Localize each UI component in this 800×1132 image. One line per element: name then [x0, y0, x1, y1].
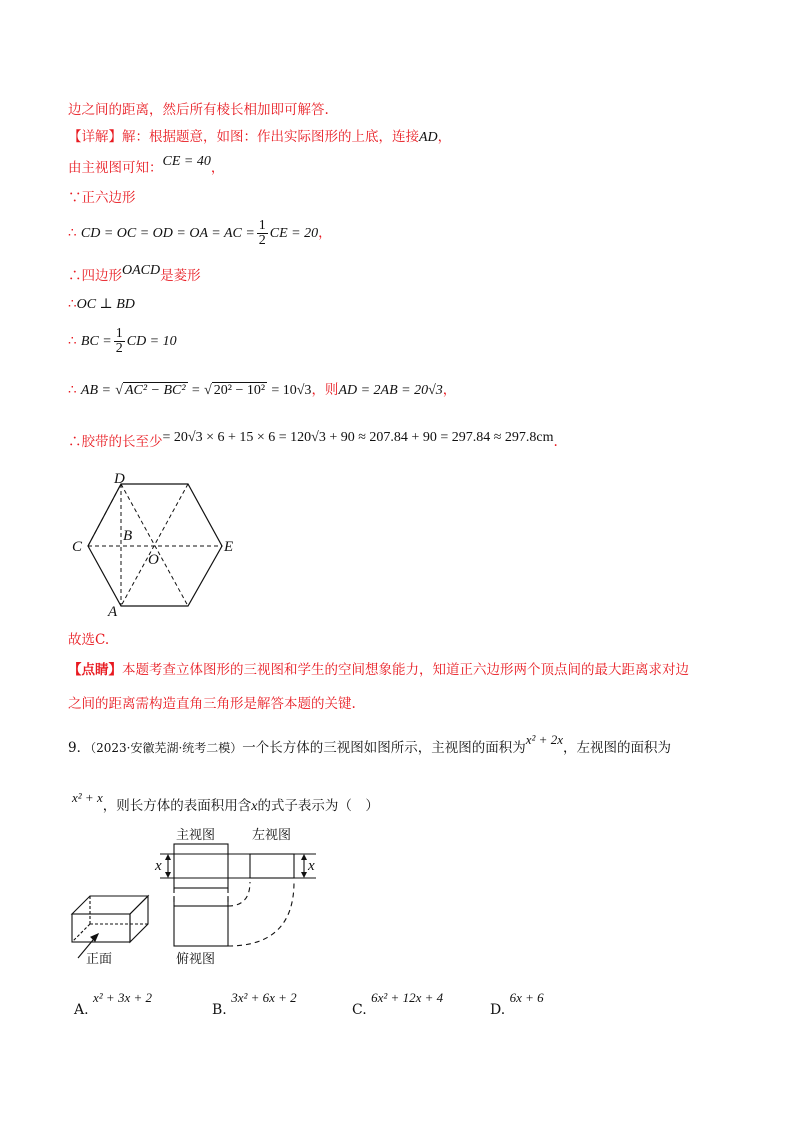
- solution-line-1: 边之间的距离，然后所有棱长相加即可解答.: [68, 102, 329, 118]
- fraction-num: 1: [115, 326, 123, 341]
- option-a-expr: x² + 3x + 2: [93, 990, 152, 1005]
- line8-math-a: BC =: [80, 334, 112, 349]
- root-1: AC² − BC²: [124, 383, 186, 398]
- fraction: [114, 327, 125, 356]
- front-view: [174, 844, 228, 888]
- line5-math-a: CD = OC = OD = OA = AC =: [80, 226, 255, 241]
- question-number: 9．: [68, 740, 91, 756]
- line9-eq: =: [191, 383, 200, 398]
- line3-text: 由主视图可知：: [68, 160, 163, 176]
- label-B: B: [123, 528, 133, 544]
- label-A: A: [108, 604, 118, 620]
- therefore-symbol: ∴: [68, 333, 77, 349]
- line3-math: CE = 40: [162, 154, 211, 169]
- solution-detail-line: [68, 127, 451, 148]
- solution-line-5: [68, 216, 332, 251]
- question-line-1: [68, 732, 671, 758]
- top-view: [174, 896, 228, 946]
- question-text-d: 的式子表示为（ ）: [257, 798, 379, 814]
- line9-math-b: = 10√3: [271, 383, 312, 398]
- line10-end: .: [553, 434, 558, 450]
- x-label-front: x: [155, 858, 162, 874]
- front-face-label: 正面: [86, 952, 113, 967]
- label-C: C: [72, 539, 83, 555]
- line9-mid: ，则: [311, 382, 339, 398]
- option-b[interactable]: [212, 990, 297, 1018]
- line8-math-b: CD = 10: [126, 334, 177, 349]
- question-text-c: ，则长方体的表面积用含: [102, 798, 252, 814]
- solution-line-6: [68, 263, 201, 287]
- therefore-symbol: ∴: [68, 225, 77, 241]
- label-O: O: [148, 552, 159, 568]
- left-view-label: 左视图: [252, 828, 292, 843]
- comment-line-1: [68, 660, 689, 680]
- therefore-symbol: ∴: [68, 296, 77, 312]
- option-c[interactable]: [352, 990, 444, 1018]
- fraction: [257, 219, 268, 248]
- detail-tag: 【详解】: [68, 129, 122, 145]
- question-text-a: 一个长方体的三视图如图所示，主视图的面积为: [242, 740, 526, 756]
- answer-line: 故选C.: [68, 632, 110, 648]
- line6-math: OACD: [122, 263, 161, 278]
- hexagon-outline: [88, 484, 222, 606]
- line7-math: OC ⊥ BD: [76, 297, 135, 312]
- line10-text: ∴胶带的长至少: [68, 434, 163, 450]
- option-c-expr: 6x² + 12x + 4: [371, 990, 444, 1005]
- label-E: E: [224, 539, 234, 555]
- line9-math-c: AD = 2AB = 20√3: [338, 383, 443, 398]
- detail-text: 解：根据题意，如图：作出实际图形的上底，连接: [122, 129, 419, 145]
- question-var-x: x: [251, 799, 258, 814]
- three-views-figure: [60, 826, 330, 976]
- option-d-letter: D.: [490, 1002, 506, 1018]
- line3-end: ，: [210, 160, 225, 176]
- comment-tag: 【点睛】: [68, 662, 122, 678]
- hexagon-figure: [66, 470, 246, 620]
- option-a[interactable]: [74, 990, 152, 1018]
- detail-math: AD: [419, 130, 438, 145]
- detail-end: ，: [437, 129, 452, 145]
- line5-end: ，: [318, 225, 332, 241]
- projection-lines: [174, 854, 294, 946]
- option-a-letter: A.: [74, 1002, 89, 1018]
- line10-math: = 20√3 × 6 + 15 × 6 = 120√3 + 90 ≈ 207.84 + 90 = 297.84 ≈ 297.8cm: [162, 430, 554, 445]
- question-math-a: x² + 2x: [525, 732, 563, 747]
- line9-math-a: AB =: [80, 383, 111, 398]
- left-view: [250, 854, 294, 878]
- fraction-num: 1: [258, 218, 266, 233]
- fraction-den: 2: [115, 341, 123, 356]
- therefore-symbol: ∴: [68, 382, 77, 398]
- hexagon-diagonals: [88, 484, 222, 606]
- line9-end: ，: [442, 382, 457, 398]
- fraction-den: 2: [258, 233, 266, 248]
- question-line-2: [72, 790, 379, 817]
- solution-line-7: [68, 294, 135, 315]
- line5-math-b: CE = 20: [269, 226, 319, 241]
- option-b-letter: B.: [212, 1002, 227, 1018]
- front-view-label: 主视图: [176, 828, 216, 843]
- solution-line-4: ∵正六边形: [68, 190, 136, 206]
- comment-line-2: 之间的距离需构造直角三角形是解答本题的关键.: [68, 696, 356, 712]
- top-view-label: 俯视图: [176, 952, 216, 967]
- question-math-b: x² + x: [72, 790, 103, 805]
- solution-line-8: [68, 324, 177, 359]
- solution-line-9: ∴ AB = √ AC² − BC² = √ 20² − 10² = 10√3，则AD = 2AB = 20√3，: [68, 382, 457, 398]
- solution-line-10: [68, 432, 558, 453]
- question-source: （2023·安徽芜湖·统考二模）: [90, 741, 243, 755]
- cuboid-drawing: [72, 896, 148, 958]
- label-D: D: [114, 471, 125, 487]
- question-text-b: ，左视图的面积为: [562, 740, 671, 756]
- option-c-letter: C.: [352, 1002, 367, 1018]
- line6-end: 是菱形: [160, 268, 201, 284]
- comment-text-1: 本题考查立体图形的三视图和学生的空间想象能力，知道正六边形两个顶点间的最大距离求对边: [122, 662, 689, 678]
- option-b-expr: 3x² + 6x + 2: [231, 990, 297, 1005]
- x-label-left: x: [308, 858, 315, 874]
- option-d[interactable]: [490, 990, 544, 1018]
- option-d-expr: 6x + 6: [509, 990, 544, 1005]
- line6-text: ∴四边形: [68, 268, 122, 284]
- solution-line-3: [68, 154, 225, 179]
- root-2: 20² − 10²: [213, 383, 266, 398]
